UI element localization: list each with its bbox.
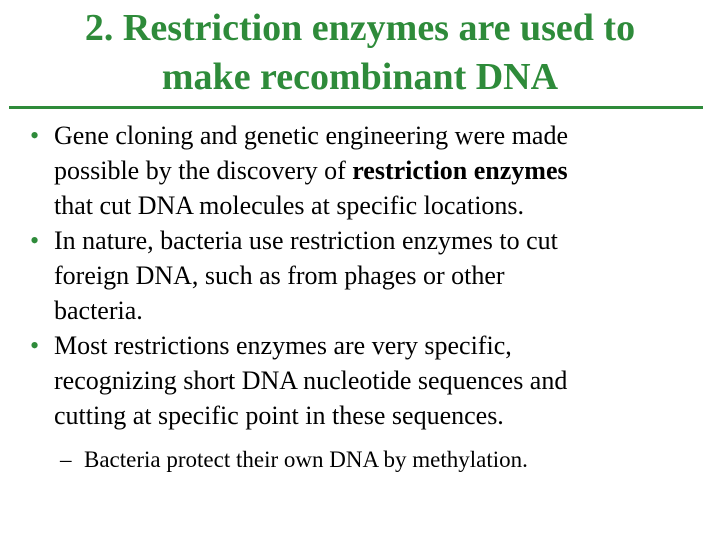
bullet-3-line-3: cutting at specific point in these sequences. [54,401,504,430]
slide-body [30,118,710,475]
bullet-item-3 [30,328,710,433]
sub-bullet-marker: – [60,447,72,472]
title-divider [9,106,703,109]
bullet-2-line-2: foreign DNA, such as from phages or other [54,261,505,290]
sub-bullet-text: Bacteria protect their own DNA by methylation. [84,447,528,472]
bullet-3-line-1: Most restrictions enzymes are very specific, [54,331,512,360]
bold-term: restriction enzymes [352,156,568,185]
bullet-2-line-1: In nature, bacteria use restriction enzymes to cut [54,226,558,255]
sub-bullet-item [60,445,710,475]
bullet-3-line-2: recognizing short DNA nucleotide sequences and [54,366,568,395]
bullet-1-line-1: Gene cloning and genetic engineering were made [54,121,568,150]
bullet-item-2 [30,223,710,328]
bullet-1-line-2 [54,153,710,188]
slide-title [0,4,720,102]
bullet-marker: • [30,121,40,150]
bullet-1-line-2-text: possible by the discovery of [54,156,353,185]
bullet-marker: • [30,226,40,255]
title-line-2: make recombinant DNA [161,56,559,98]
bullet-2-line-3: bacteria. [54,296,143,325]
bullet-marker: • [30,331,40,360]
title-line-1: 2. Restriction enzymes are used to [84,7,636,49]
bullet-item-1 [30,118,710,223]
bullet-1-line-3: that cut DNA molecules at specific locations. [54,191,525,220]
